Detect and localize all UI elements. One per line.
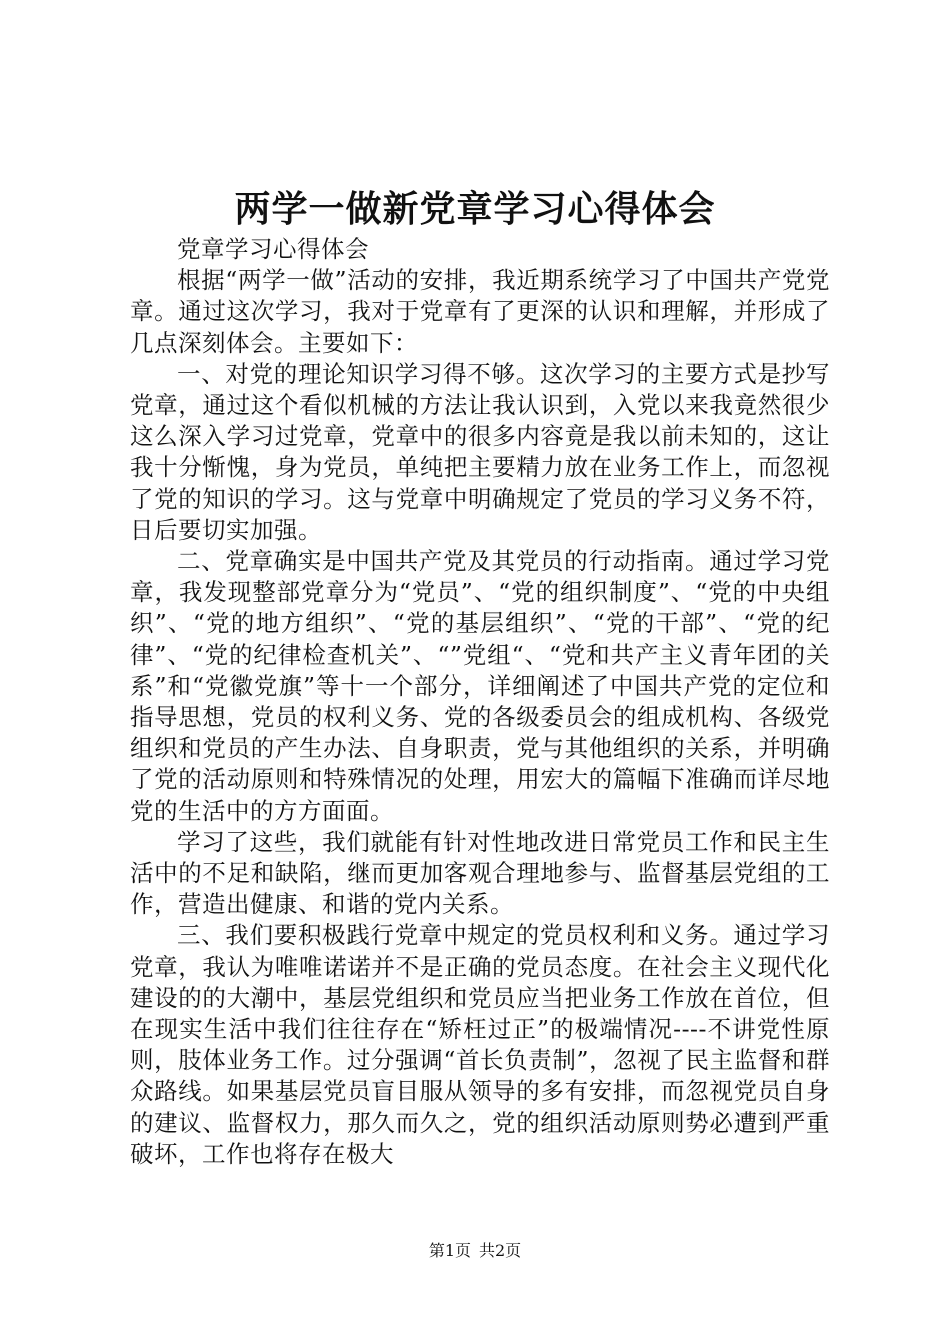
paragraph-point-one: 一、对党的理论知识学习得不够。这次学习的主要方式是抄写党章，通过这个看似机械的方法让我认识到，入党以来我竟然很少这么深入学习过党章，党章中的很多内容竟是我以前未知的，这让我十分惭愧，身为党员，单纯把主要精力放在业务工作上，而忽视了党的知识的学习。这与党章中明确规定了党员的学习义务不符，日后要切实加强。 [130, 359, 830, 544]
page-number: 第1页 [428, 1241, 471, 1260]
paragraph-intro: 根据“两学一做”活动的安排，我近期系统学习了中国共产党党章。通过这次学习，我对于党章有了更深的认识和理解，并形成了几点深刻体会。主要如下： [130, 266, 830, 357]
paragraph-point-two: 二、党章确实是中国共产党及其党员的行动指南。通过学习党章，我发现整部党章分为“党员”、“党的组织制度”、“党的中央组织”、“党的地方组织”、“党的基层组织”、“党的干部”、“党的纪律”、“党的纪律检查机关”、“”党组“、“党和共产主义青年团的关系”和“党徽党旗”等十一个部分，详细阐述了中国共产党的定位和指导思想，党员的权利义务、党的各级委员会的组成机构、各级党组织和党员的产生办法、自身职责，党与其他组织的关系，并明确了党的活动原则和特殊情况的处理，用宏大的篇幅下准确而详尽地党的生活中的方方面面。 [130, 547, 830, 825]
paragraph-point-three: 三、我们要积极践行党章中规定的党员权利和义务。通过学习党章，我认为唯唯诺诺并不是正确的党员态度。在社会主义现代化建设的的大潮中，基层党组织和党员应当把业务工作放在首位，但在现实生活中我们往往存在“矫枉过正”的极端情况----不讲党性原则，肢体业务工作。过分强调“首长负责制”，忽视了民主监督和群众路线。如果基层党员盲目服从领导的多有安排，而忽视党员自身的建议、监督权力，那久而久之，党的组织活动原则势必遭到严重破坏，工作也将存在极大 [130, 921, 830, 1168]
document-title: 两学一做新党章学习心得体会 [234, 188, 716, 230]
paragraph-point-two-continued: 学习了这些，我们就能有针对性地改进日常党员工作和民主生活中的不足和缺陷，继而更加客观合理地参与、监督基层党组的工作，营造出健康、和谐的党内关系。 [130, 827, 830, 919]
paragraph-subtitle: 党章学习心得体会 [177, 235, 369, 263]
page-total: 共2页 [479, 1241, 522, 1260]
document-body [130, 234, 830, 1170]
page-footer [0, 1240, 950, 1262]
